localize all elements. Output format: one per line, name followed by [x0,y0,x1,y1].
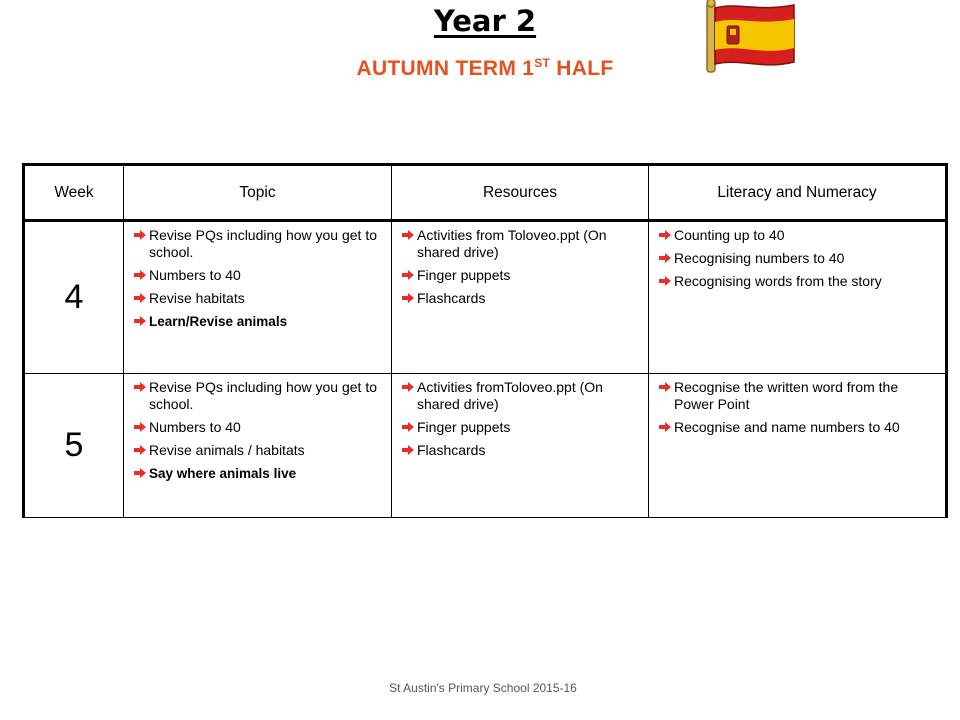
list-item: Recognise and name numbers to 40 [659,419,939,436]
red-arrow-icon [402,230,414,240]
red-arrow-icon [402,422,414,432]
red-arrow-icon [134,445,146,455]
list-item: Revise habitats [134,290,385,307]
list-item: Recognise the written word from the Power Point [659,379,939,413]
table-header-row [24,165,947,221]
red-arrow-icon [134,270,146,280]
list-item: Recognising numbers to 40 [659,250,939,267]
week-number: 5 [24,374,124,518]
red-arrow-icon [402,382,414,392]
table-row-week-4 [24,221,947,374]
red-arrow-icon [659,276,671,286]
lesson-plan-table [22,163,948,518]
spain-flag-icon [702,0,798,74]
table-row-week-5 [24,374,947,518]
red-arrow-icon [134,468,146,478]
header-literacy: Literacy and Numeracy [649,165,947,221]
list-item: Numbers to 40 [134,419,385,436]
list-item: Activities fromToloveo.ppt (On shared drive) [402,379,642,413]
red-arrow-icon [659,230,671,240]
red-arrow-icon [402,270,414,280]
red-arrow-icon [134,230,146,240]
header-resources: Resources [392,165,649,221]
topic-cell [124,374,392,518]
literacy-cell [649,221,947,374]
red-arrow-icon [134,316,146,326]
list-item: Revise animals / habitats [134,442,385,459]
red-arrow-icon [402,445,414,455]
list-item: Learn/Revise animals [134,313,385,330]
week-number: 4 [24,221,124,374]
list-item: Finger puppets [402,419,642,436]
page-subtitle: AUTUMN TERM 1ST HALF [356,56,614,80]
list-item: Numbers to 40 [134,267,385,284]
list-item: Revise PQs including how you get to school. [134,227,385,261]
red-arrow-icon [659,253,671,263]
page-title: Year 2 [433,4,537,38]
list-item: Counting up to 40 [659,227,939,244]
red-arrow-icon [134,293,146,303]
list-item: Recognising words from the story [659,273,939,290]
red-arrow-icon [659,422,671,432]
list-item: Say where animals live [134,465,385,482]
topic-cell [124,221,392,374]
page-footer: St Austin's Primary School 2015-16 [389,681,577,695]
list-item: Flashcards [402,442,642,459]
list-item: Activities from Toloveo.ppt (On shared drive) [402,227,642,261]
list-item: Revise PQs including how you get to school. [134,379,385,413]
literacy-cell [649,374,947,518]
header-topic: Topic [124,165,392,221]
red-arrow-icon [402,293,414,303]
list-item: Flashcards [402,290,642,307]
red-arrow-icon [134,422,146,432]
header-week: Week [24,165,124,221]
red-arrow-icon [659,382,671,392]
list-item: Finger puppets [402,267,642,284]
resources-cell [392,221,649,374]
red-arrow-icon [134,382,146,392]
resources-cell [392,374,649,518]
